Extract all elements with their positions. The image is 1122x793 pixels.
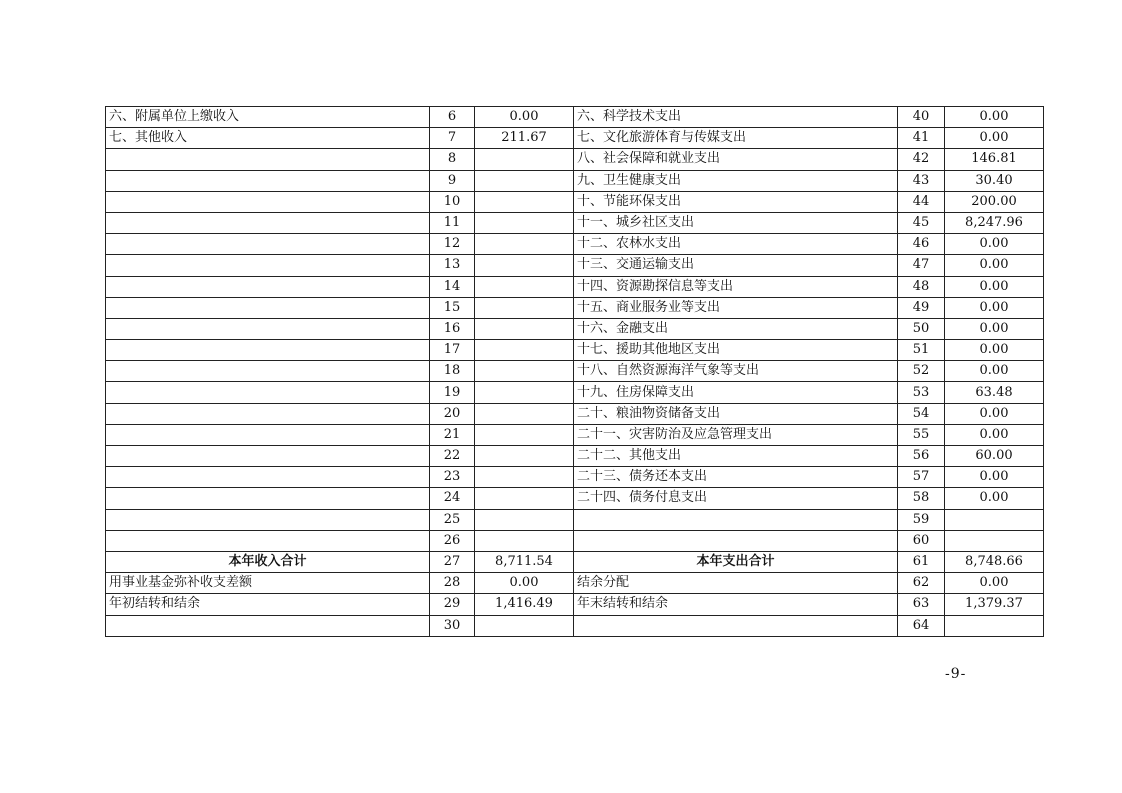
expense-amount-cell: 0.00: [945, 107, 1044, 128]
expense-line-number-cell: 51: [898, 340, 945, 361]
expense-item-cell: 本年支出合计: [574, 551, 898, 572]
expense-amount-cell: 0.00: [945, 255, 1044, 276]
income-line-number-cell: 15: [430, 297, 475, 318]
income-line-number-cell: 8: [430, 149, 475, 170]
expense-line-number-cell: 45: [898, 212, 945, 233]
expense-amount-cell: 63.48: [945, 382, 1044, 403]
table-row: [106, 212, 1044, 233]
income-amount-cell: [475, 488, 574, 509]
expense-item-cell: 十六、金融支出: [574, 318, 898, 339]
income-line-number-cell: 16: [430, 318, 475, 339]
expense-amount-cell: 0.00: [945, 488, 1044, 509]
income-line-number-cell: 13: [430, 255, 475, 276]
income-line-number-cell: 12: [430, 234, 475, 255]
income-item-cell: [106, 446, 430, 467]
table-total-row: [106, 551, 1044, 572]
income-amount-cell: [475, 509, 574, 530]
income-item-cell: [106, 424, 430, 445]
income-line-number-cell: 22: [430, 446, 475, 467]
income-line-number-cell: 25: [430, 509, 475, 530]
income-item-cell: [106, 170, 430, 191]
income-line-number-cell: 11: [430, 212, 475, 233]
table-row: [106, 234, 1044, 255]
expense-line-number-cell: 53: [898, 382, 945, 403]
expense-line-number-cell: 62: [898, 573, 945, 594]
table-row: [106, 594, 1044, 615]
table-row: [106, 382, 1044, 403]
budget-table: [105, 106, 1044, 637]
income-amount-cell: [475, 424, 574, 445]
income-amount-cell: [475, 191, 574, 212]
expense-item-cell: 二十、粮油物资储备支出: [574, 403, 898, 424]
expense-line-number-cell: 40: [898, 107, 945, 128]
income-amount-cell: 0.00: [475, 573, 574, 594]
expense-item-cell: 结余分配: [574, 573, 898, 594]
income-item-cell: [106, 467, 430, 488]
income-line-number-cell: 30: [430, 615, 475, 636]
income-amount-cell: [475, 467, 574, 488]
income-amount-cell: [475, 446, 574, 467]
income-line-number-cell: 27: [430, 551, 475, 572]
expense-line-number-cell: 60: [898, 530, 945, 551]
income-amount-cell: [475, 297, 574, 318]
table-row: [106, 446, 1044, 467]
expense-item-cell: 二十四、债务付息支出: [574, 488, 898, 509]
income-item-cell: [106, 149, 430, 170]
income-item-cell: [106, 340, 430, 361]
page-number: -9-: [945, 666, 967, 682]
income-item-cell: 用事业基金弥补收支差额: [106, 573, 430, 594]
income-amount-cell: 0.00: [475, 107, 574, 128]
expense-item-cell: [574, 615, 898, 636]
expense-line-number-cell: 47: [898, 255, 945, 276]
income-line-number-cell: 6: [430, 107, 475, 128]
expense-item-cell: 十、节能环保支出: [574, 191, 898, 212]
expense-item-cell: 十三、交通运输支出: [574, 255, 898, 276]
expense-amount-cell: 0.00: [945, 276, 1044, 297]
income-amount-cell: [475, 149, 574, 170]
expense-amount-cell: [945, 509, 1044, 530]
expense-line-number-cell: 43: [898, 170, 945, 191]
expense-amount-cell: 60.00: [945, 446, 1044, 467]
table-row: [106, 191, 1044, 212]
budget-table-body: [106, 107, 1044, 637]
expense-item-cell: 二十一、灾害防治及应急管理支出: [574, 424, 898, 445]
income-line-number-cell: 9: [430, 170, 475, 191]
table-row: [106, 403, 1044, 424]
income-line-number-cell: 17: [430, 340, 475, 361]
expense-amount-cell: 0.00: [945, 467, 1044, 488]
expense-item-cell: 十二、农林水支出: [574, 234, 898, 255]
expense-item-cell: 十四、资源勘探信息等支出: [574, 276, 898, 297]
expense-line-number-cell: 48: [898, 276, 945, 297]
expense-line-number-cell: 57: [898, 467, 945, 488]
income-item-cell: 本年收入合计: [106, 551, 430, 572]
income-amount-cell: [475, 212, 574, 233]
expense-line-number-cell: 49: [898, 297, 945, 318]
income-amount-cell: [475, 318, 574, 339]
income-line-number-cell: 19: [430, 382, 475, 403]
income-line-number-cell: 18: [430, 361, 475, 382]
income-amount-cell: [475, 255, 574, 276]
income-amount-cell: 1,416.49: [475, 594, 574, 615]
income-amount-cell: [475, 615, 574, 636]
table-row: [106, 467, 1044, 488]
expense-amount-cell: 0.00: [945, 424, 1044, 445]
income-line-number-cell: 29: [430, 594, 475, 615]
table-row: [106, 149, 1044, 170]
expense-item-cell: 二十二、其他支出: [574, 446, 898, 467]
income-amount-cell: 211.67: [475, 128, 574, 149]
income-item-cell: 六、附属单位上缴收入: [106, 107, 430, 128]
expense-item-cell: 二十三、债务还本支出: [574, 467, 898, 488]
income-item-cell: [106, 318, 430, 339]
expense-amount-cell: 0.00: [945, 340, 1044, 361]
income-amount-cell: [475, 382, 574, 403]
expense-line-number-cell: 59: [898, 509, 945, 530]
income-item-cell: [106, 488, 430, 509]
income-item-cell: [106, 615, 430, 636]
expense-item-cell: [574, 530, 898, 551]
expense-line-number-cell: 46: [898, 234, 945, 255]
income-line-number-cell: 20: [430, 403, 475, 424]
income-item-cell: [106, 276, 430, 297]
expense-amount-cell: 0.00: [945, 361, 1044, 382]
expense-line-number-cell: 54: [898, 403, 945, 424]
income-line-number-cell: 26: [430, 530, 475, 551]
expense-line-number-cell: 50: [898, 318, 945, 339]
table-row: [106, 255, 1044, 276]
expense-line-number-cell: 56: [898, 446, 945, 467]
expense-amount-cell: [945, 615, 1044, 636]
income-item-cell: [106, 234, 430, 255]
expense-line-number-cell: 52: [898, 361, 945, 382]
income-item-cell: 七、其他收入: [106, 128, 430, 149]
expense-amount-cell: 30.40: [945, 170, 1044, 191]
expense-item-cell: 十九、住房保障支出: [574, 382, 898, 403]
income-line-number-cell: 21: [430, 424, 475, 445]
income-amount-cell: [475, 170, 574, 191]
income-line-number-cell: 23: [430, 467, 475, 488]
income-item-cell: [106, 403, 430, 424]
expense-line-number-cell: 55: [898, 424, 945, 445]
table-row: [106, 170, 1044, 191]
income-item-cell: [106, 255, 430, 276]
table-row: [106, 128, 1044, 149]
expense-amount-cell: 0.00: [945, 318, 1044, 339]
expense-line-number-cell: 63: [898, 594, 945, 615]
income-amount-cell: [475, 361, 574, 382]
income-amount-cell: 8,711.54: [475, 551, 574, 572]
expense-line-number-cell: 64: [898, 615, 945, 636]
table-row: [106, 530, 1044, 551]
income-item-cell: [106, 382, 430, 403]
table-row: [106, 573, 1044, 594]
expense-line-number-cell: 41: [898, 128, 945, 149]
expense-item-cell: 九、卫生健康支出: [574, 170, 898, 191]
income-amount-cell: [475, 530, 574, 551]
income-amount-cell: [475, 276, 574, 297]
income-item-cell: [106, 212, 430, 233]
expense-item-cell: 十五、商业服务业等支出: [574, 297, 898, 318]
expense-item-cell: [574, 509, 898, 530]
income-amount-cell: [475, 340, 574, 361]
expense-item-cell: 七、文化旅游体育与传媒支出: [574, 128, 898, 149]
expense-amount-cell: 200.00: [945, 191, 1044, 212]
table-row: [106, 361, 1044, 382]
table-row: [106, 488, 1044, 509]
expense-line-number-cell: 61: [898, 551, 945, 572]
expense-item-cell: 十七、援助其他地区支出: [574, 340, 898, 361]
table-row: [106, 318, 1044, 339]
table-row: [106, 615, 1044, 636]
expense-amount-cell: [945, 530, 1044, 551]
expense-amount-cell: 0.00: [945, 403, 1044, 424]
income-line-number-cell: 10: [430, 191, 475, 212]
table-row: [106, 107, 1044, 128]
expense-item-cell: 十八、自然资源海洋气象等支出: [574, 361, 898, 382]
expense-line-number-cell: 42: [898, 149, 945, 170]
expense-amount-cell: 0.00: [945, 128, 1044, 149]
income-line-number-cell: 14: [430, 276, 475, 297]
expense-line-number-cell: 44: [898, 191, 945, 212]
expense-item-cell: 六、科学技术支出: [574, 107, 898, 128]
expense-amount-cell: 1,379.37: [945, 594, 1044, 615]
income-amount-cell: [475, 234, 574, 255]
table-row: [106, 297, 1044, 318]
income-item-cell: [106, 297, 430, 318]
income-line-number-cell: 28: [430, 573, 475, 594]
income-item-cell: [106, 509, 430, 530]
expense-amount-cell: 0.00: [945, 234, 1044, 255]
expense-amount-cell: 0.00: [945, 573, 1044, 594]
income-amount-cell: [475, 403, 574, 424]
expense-amount-cell: 146.81: [945, 149, 1044, 170]
expense-item-cell: 年末结转和结余: [574, 594, 898, 615]
income-line-number-cell: 7: [430, 128, 475, 149]
expense-item-cell: 十一、城乡社区支出: [574, 212, 898, 233]
expense-amount-cell: 0.00: [945, 297, 1044, 318]
expense-amount-cell: 8,748.66: [945, 551, 1044, 572]
income-item-cell: [106, 530, 430, 551]
expense-line-number-cell: 58: [898, 488, 945, 509]
table-row: [106, 509, 1044, 530]
table-row: [106, 276, 1044, 297]
income-item-cell: 年初结转和结余: [106, 594, 430, 615]
expense-item-cell: 八、社会保障和就业支出: [574, 149, 898, 170]
table-row: [106, 340, 1044, 361]
table-row: [106, 424, 1044, 445]
income-line-number-cell: 24: [430, 488, 475, 509]
income-item-cell: [106, 361, 430, 382]
expense-amount-cell: 8,247.96: [945, 212, 1044, 233]
income-item-cell: [106, 191, 430, 212]
